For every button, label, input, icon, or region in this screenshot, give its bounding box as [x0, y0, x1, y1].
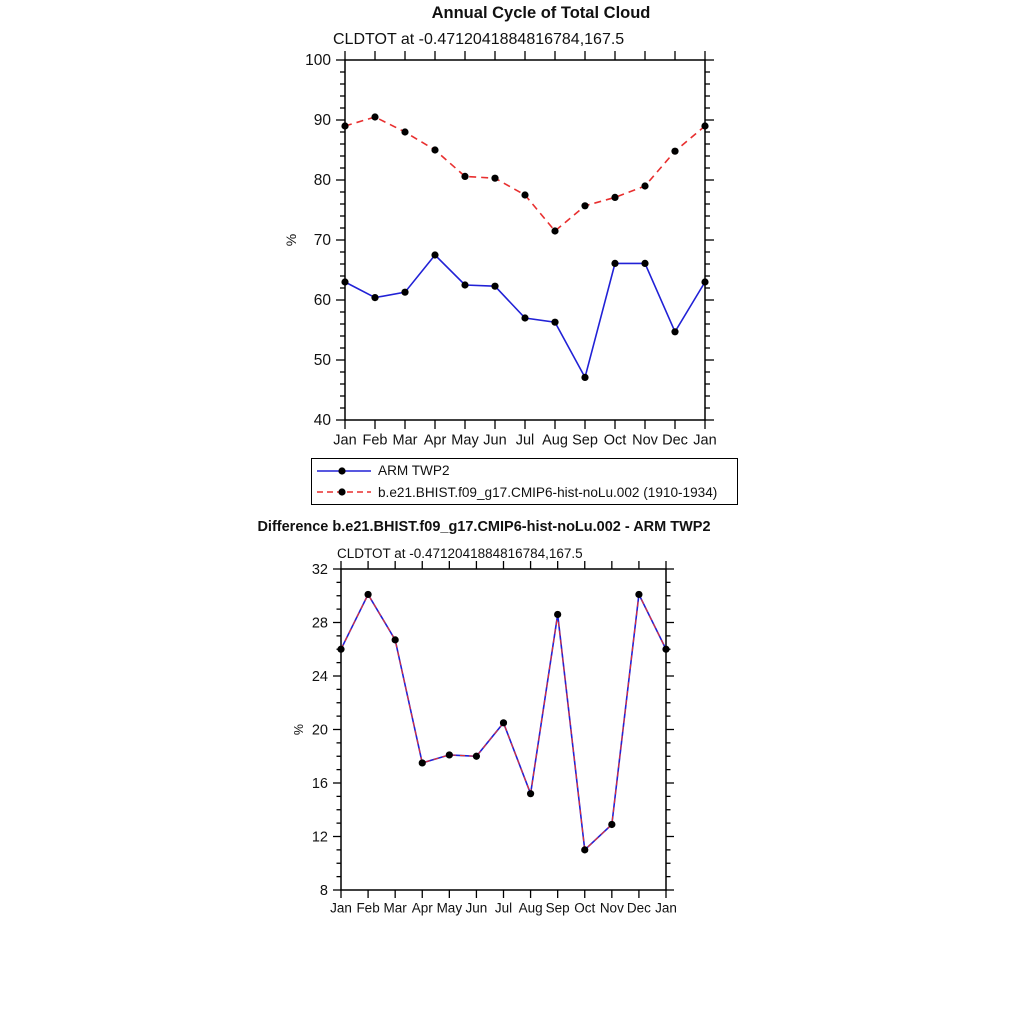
y-tick-label: 8: [319, 882, 328, 899]
data-point-marker: [635, 591, 642, 598]
data-point-marker: [554, 611, 561, 618]
data-point-marker: [491, 175, 498, 182]
data-point-marker: [671, 148, 678, 155]
x-tick-label: Dec: [662, 432, 688, 449]
legend-item-model-run: [315, 482, 734, 504]
top-chart-subtitle: CLDTOT at -0.4712041884816784,167.5: [333, 31, 625, 48]
top-chart-title: Annual Cycle of Total Cloud: [431, 4, 651, 22]
data-point-marker: [521, 191, 528, 198]
x-tick-label: Feb: [356, 900, 380, 916]
data-point-marker: [431, 146, 438, 153]
y-tick-label: 20: [311, 722, 328, 739]
data-point-marker: [491, 283, 498, 290]
data-point-marker: [419, 759, 426, 766]
x-tick-label: Aug: [542, 432, 568, 449]
y-tick-label: 40: [313, 412, 331, 430]
y-tick-label: 16: [311, 775, 328, 792]
data-point-marker: [551, 319, 558, 326]
x-tick-label: May: [436, 900, 463, 916]
series-line-dash-overlay: [341, 594, 666, 849]
chart-legend: [311, 458, 738, 505]
data-point-marker: [701, 122, 708, 129]
x-tick-label: Jul: [515, 432, 535, 449]
data-point-marker: [446, 751, 453, 758]
y-tick-label: 60: [313, 292, 331, 310]
data-point-marker: [473, 753, 480, 760]
data-point-marker: [581, 202, 588, 209]
y-tick-label: 50: [313, 352, 331, 370]
x-tick-label: Jun: [465, 900, 488, 916]
data-point-marker: [581, 846, 588, 853]
series-line: [341, 594, 666, 849]
x-tick-label: Oct: [574, 900, 596, 916]
y-tick-label: 90: [313, 112, 331, 130]
x-tick-label: May: [451, 432, 479, 449]
difference-chart-subtitle: CLDTOT at -0.4712041884816784,167.5: [337, 546, 583, 561]
y-tick-label: 24: [311, 668, 328, 685]
x-tick-label: Apr: [423, 432, 447, 449]
data-point-marker: [521, 314, 528, 321]
plot-frame: [345, 60, 705, 420]
y-tick-label: 100: [305, 52, 331, 70]
y-axis-label: %: [292, 723, 306, 736]
x-tick-label: Mar: [383, 900, 407, 916]
data-point-marker: [527, 790, 534, 797]
data-point-marker: [364, 591, 371, 598]
x-tick-label: Dec: [626, 900, 651, 916]
data-point-marker: [641, 182, 648, 189]
data-point-marker: [611, 194, 618, 201]
x-tick-label: Nov: [632, 432, 658, 449]
legend-label-arm-twp2: ARM TWP2: [378, 463, 450, 479]
x-tick-label: Jan: [330, 900, 352, 916]
x-tick-label: Jan: [333, 432, 357, 449]
data-point-marker: [461, 173, 468, 180]
data-point-marker: [671, 328, 678, 335]
x-tick-label: Mar: [392, 432, 418, 449]
x-tick-label: Aug: [518, 900, 543, 916]
x-tick-label: Jan: [655, 900, 677, 916]
series-line: [345, 255, 705, 377]
y-axis-label: %: [283, 233, 299, 247]
data-point-marker: [641, 260, 648, 267]
x-tick-label: Oct: [603, 432, 627, 449]
data-point-marker: [701, 278, 708, 285]
data-point-marker: [371, 294, 378, 301]
legend-marker-dot: [338, 489, 345, 496]
data-point-marker: [662, 646, 669, 653]
data-point-marker: [611, 260, 618, 267]
data-point-marker: [337, 646, 344, 653]
data-point-marker: [461, 281, 468, 288]
legend-label-model-run: b.e21.BHIST.f09_g17.CMIP6-hist-noLu.002 (1910-1934): [378, 484, 718, 500]
x-tick-label: Jan: [693, 432, 717, 449]
x-tick-label: Jul: [494, 900, 513, 916]
data-point-marker: [608, 821, 615, 828]
data-point-marker: [371, 113, 378, 120]
legend-item-arm-twp2: [315, 460, 734, 482]
x-tick-label: Sep: [545, 900, 570, 916]
x-tick-label: Apr: [411, 900, 433, 916]
legend-blue-solid-line-sample: [315, 462, 373, 480]
data-point-marker: [431, 251, 438, 258]
data-point-marker: [551, 227, 558, 234]
legend-marker-dot: [338, 467, 345, 474]
data-point-marker: [500, 719, 507, 726]
x-tick-label: Feb: [362, 432, 388, 449]
difference-chart-title: Difference b.e21.BHIST.f09_g17.CMIP6-hist-noLu.002 - ARM TWP2: [257, 519, 711, 535]
x-tick-label: Nov: [599, 900, 624, 916]
y-tick-label: 12: [311, 829, 328, 846]
series-line: [345, 117, 705, 231]
y-tick-label: 28: [311, 615, 328, 632]
data-point-marker: [581, 374, 588, 381]
data-point-marker: [341, 278, 348, 285]
legend-red-dashed-line-sample: [315, 483, 373, 501]
x-tick-label: Sep: [572, 432, 598, 449]
data-point-marker: [341, 122, 348, 129]
data-point-marker: [401, 289, 408, 296]
x-tick-label: Jun: [483, 432, 507, 449]
y-tick-label: 32: [311, 561, 328, 578]
plot-frame: [341, 569, 666, 890]
y-tick-label: 70: [313, 232, 331, 250]
y-tick-label: 80: [313, 172, 331, 190]
data-point-marker: [392, 636, 399, 643]
data-point-marker: [401, 128, 408, 135]
